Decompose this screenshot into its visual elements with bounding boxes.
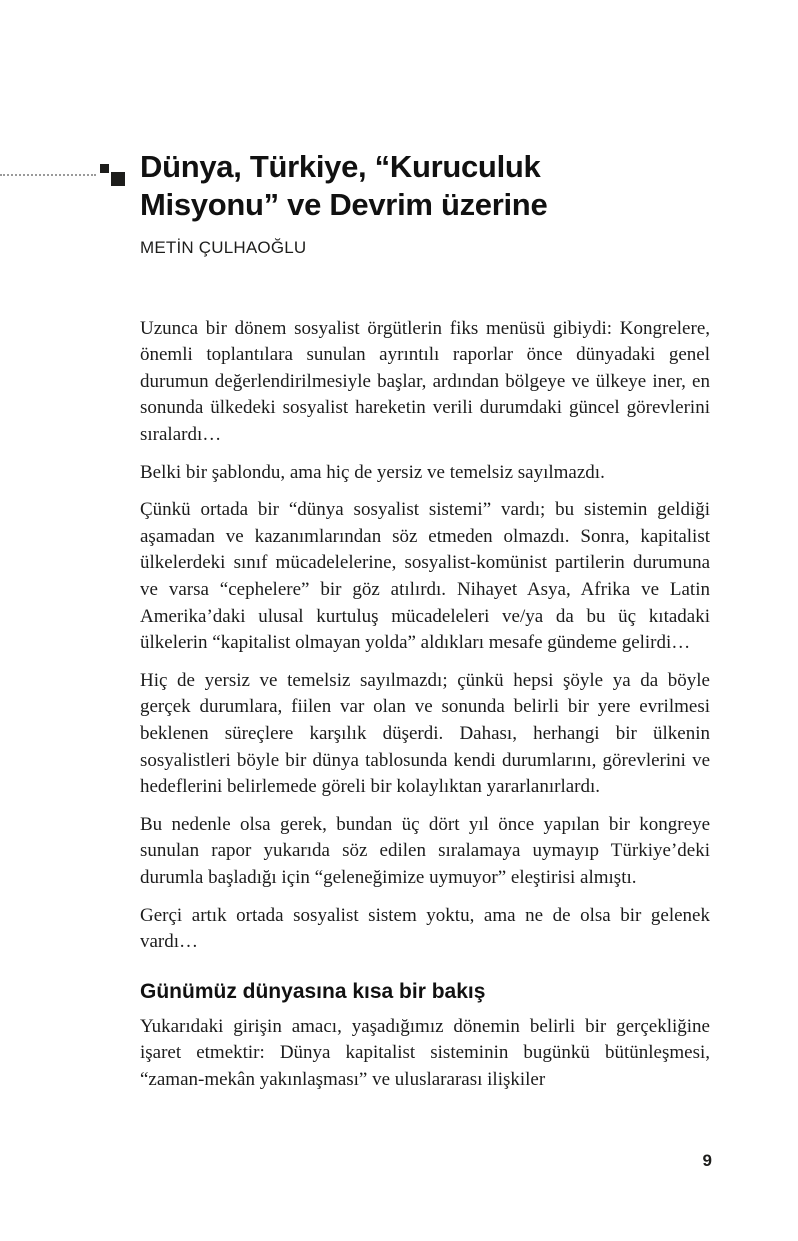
marker-square-small-icon <box>100 164 109 173</box>
paragraph: Bu nedenle olsa gerek, bundan üç dört yıl önce yapılan bir kongreye sunulan rapor yukarıda söz edilen sıralamaya uymayıp Türkiye’deki durumla başladığı için “geleneğimize uymuyor” eleştirisi almıştı. <box>140 813 710 888</box>
marker-square-large-icon <box>111 172 125 186</box>
section-heading: Günümüz dünyasına kısa bir bakış <box>140 979 486 1003</box>
page-number: 9 <box>702 1151 712 1170</box>
paragraph: Gerçi artık ortada sosyalist sistem yoktu, ama ne de olsa bir gelenek vardı… <box>140 904 710 953</box>
paragraph: Çünkü ortada bir “dünya sosyalist sistemi” vardı; bu sistemin geldiği aşamadan ve kazanımlarından söz etmeden olmazdı. Sonra, kapitalist ülkelerdeki sınıf mücadelelerine, sosyalist-komünist partilerin durumuna ve varsa “cephelere” bir göz atılırdı. Nihayet Asya, Afrika ve Latin Amerika’daki ulusal kurtuluş mücadeleleri ve/ya da bu üç kıtadaki ülkelerin “kapitalist olmayan yolda” aldıkları mesafe gündeme gelirdi… <box>140 499 710 654</box>
paragraph: Belki bir şablondu, ama hiç de yersiz ve temelsiz sayılmazdı. <box>140 461 605 483</box>
paragraph: Hiç de yersiz ve temelsiz sayılmazdı; çünkü hepsi şöyle ya da böyle gerçek durumlara, fiilen var olan ve sonunda belirli bir yere evrilmesi beklenen süreçlere karşılık düşerdi. Dahası, herhangi bir ülkenin sosyalistleri böyle bir dünya tablosunda kendi durumlarını, görevlerini ve hedeflerini belirlemede göreli bir kolaylıktan yararlanırlardı. <box>140 669 710 798</box>
author-name: METİN ÇULHAOĞLU <box>140 237 307 257</box>
paragraph: Uzunca bir dönem sosyalist örgütlerin fiks menüsü gibiydi: Kongrelere, önemli toplantılara sunulan ayrıntılı raporlar önce dünyadaki genel durumun değerlendirilmesiyle başlar, ardından bölgeye ve ülkeye iner, en sonunda ülkedeki sosyalist hareketin verili durumdaki güncel görevlerini sıralardı… <box>140 317 710 445</box>
article-body <box>140 316 710 1094</box>
dotted-line <box>0 174 96 176</box>
paragraph: Yukarıdaki girişin amacı, yaşadığımız dönemin belirli bir gerçekliğine işaret etmektir: Dünya kapitalist sisteminin bugünkü bütünleşmesi, “zaman-mekân yakınlaşması” ve uluslararası ilişkiler <box>140 1015 710 1090</box>
page-content <box>140 148 710 1104</box>
article-title: Dünya, Türkiye, “Kuruculuk Misyonu” ve Devrim üzerine <box>140 149 548 222</box>
